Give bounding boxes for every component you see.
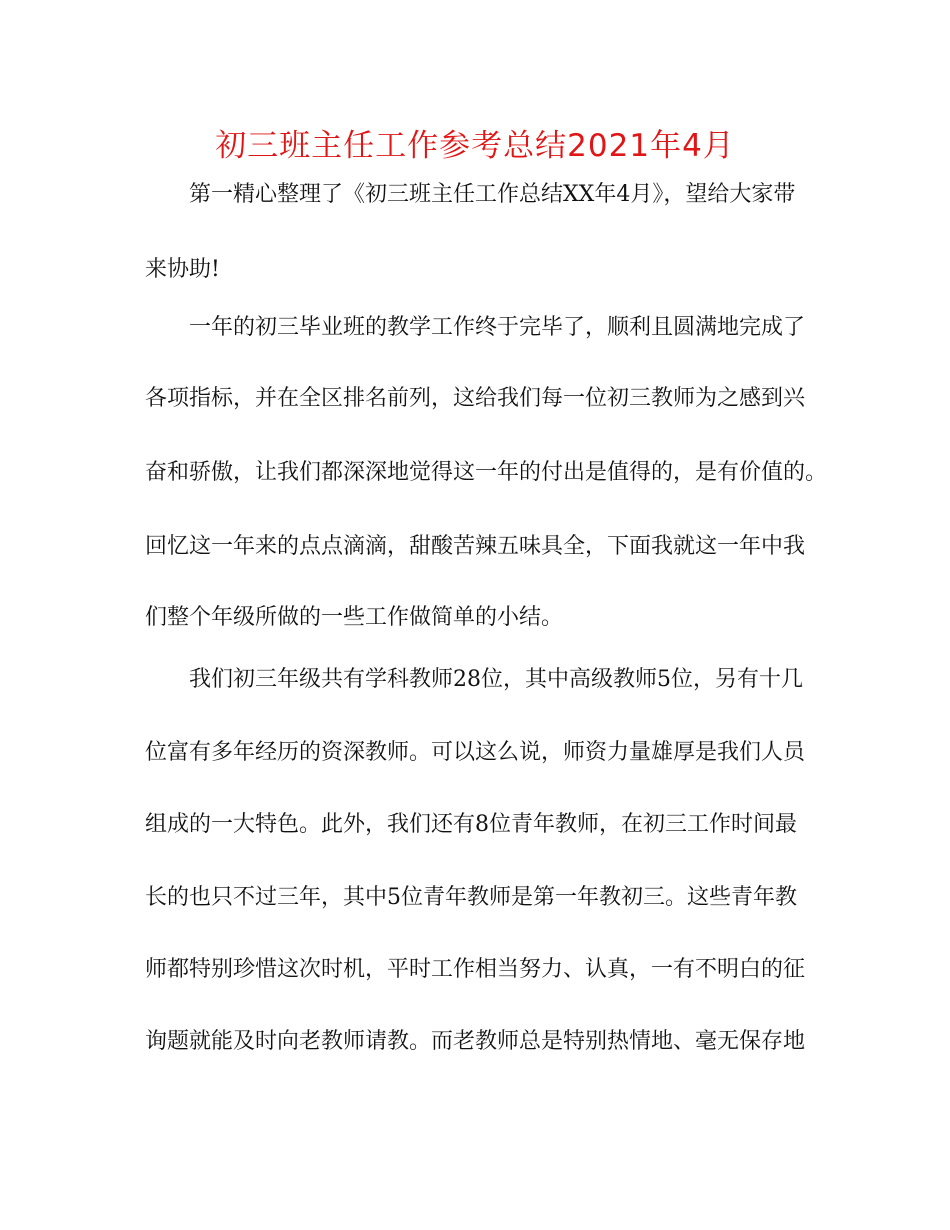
paragraph-line: 来协助! — [145, 257, 220, 282]
paragraph-line: 各项指标，并在全区排名前列，这给我们每一位初三教师为之感到兴 — [145, 386, 806, 411]
paragraph-line: 长的也只不过三年，其中5位青年教师是第一年教初三。这些青年教 — [145, 885, 797, 910]
paragraph-line: 师都特别珍惜这次时机，平时工作相当努力、认真，一有不明白的征 — [145, 957, 806, 982]
paragraph-line: 回忆这一年来的点点滴滴，甜酸苦辣五味具全，下面我就这一年中我 — [145, 534, 806, 559]
paragraph-line: 一年的初三毕业班的教学工作终于完毕了，顺利且圆满地完成了 — [189, 315, 806, 340]
paragraph-line: 我们初三年级共有学科教师28位，其中高级教师5位，另有十几 — [189, 667, 803, 692]
paragraph-line: 询题就能及时向老教师请教。而老教师总是特别热情地、毫无保存地 — [145, 1029, 806, 1054]
document-title: 初三班主任工作参考总结2021年4月 — [215, 128, 735, 164]
paragraph-line: 组成的一大特色。此外，我们还有8位青年教师，在初三工作时间最 — [145, 812, 797, 837]
paragraph-line: 位富有多年经历的资深教师。可以这么说，师资力量雄厚是我们人员 — [145, 740, 806, 765]
paragraph-line: 奋和骄傲，让我们都深深地觉得这一年的付出是值得的，是有价值的。 — [145, 460, 828, 485]
paragraph-line: 们整个年级所做的一些工作做简单的小结。 — [145, 605, 564, 630]
paragraph-line: 第一精心整理了《初三班主任工作总结XX年4月》，望给大家带 — [189, 182, 796, 207]
